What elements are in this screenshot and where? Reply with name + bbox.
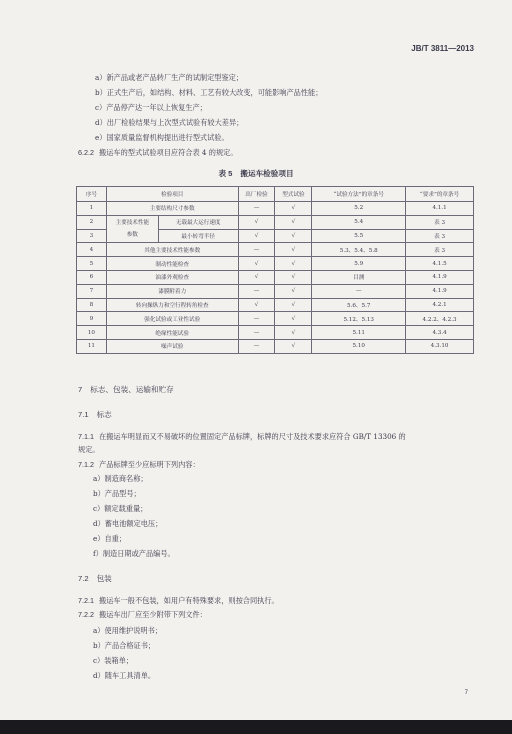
- cell-factory: —: [238, 284, 275, 298]
- cell-type: √: [275, 215, 312, 229]
- column-header: 型式试验: [275, 187, 312, 202]
- section-heading-7-1: [78, 409, 112, 420]
- table-row: [77, 326, 474, 340]
- cell-item: 无载最大运行速度: [158, 215, 238, 229]
- cell-no: 2: [77, 215, 107, 229]
- cell-item: 绝缘性能试验: [106, 326, 238, 340]
- cell-no: 9: [77, 312, 107, 326]
- list-text: 随车工具清单。: [104, 671, 156, 680]
- table-row: [77, 215, 474, 229]
- scan-edge: [0, 720, 512, 734]
- list-mark: d）: [95, 118, 107, 127]
- section-heading-7: [78, 384, 174, 395]
- section-number: 7: [78, 385, 83, 394]
- clause-number: 7.1.2: [78, 460, 94, 469]
- section-title: 包装: [96, 574, 112, 583]
- column-header: 出厂检验: [238, 187, 275, 202]
- cell-method: 5.4: [312, 215, 406, 229]
- list-text: 国家质量监督机构提出进行型式试验。: [106, 133, 229, 142]
- cell-item: 噪声试验: [106, 339, 238, 353]
- cell-type: √: [275, 270, 312, 284]
- cell-method: —: [312, 284, 406, 298]
- list-text: 额定载重量；: [104, 504, 148, 513]
- inspection-items-table: [76, 186, 474, 354]
- cell-type: √: [275, 257, 312, 271]
- cell-type: √: [275, 298, 312, 312]
- table-row: [77, 284, 474, 298]
- section-number: 7.2: [78, 574, 89, 583]
- column-header: “要求”的章条号: [406, 187, 474, 202]
- cell-method: 5.9: [312, 257, 406, 271]
- list-item: [93, 519, 162, 529]
- cell-factory: √: [238, 257, 275, 271]
- cell-method: 目测: [312, 270, 406, 284]
- cell-factory: √: [238, 298, 275, 312]
- list-item: [93, 641, 155, 651]
- column-header: 序号: [77, 187, 107, 202]
- list-text: 装箱单；: [104, 656, 133, 665]
- table-row: [77, 339, 474, 353]
- list-mark: c）: [95, 103, 107, 112]
- clause-6-2-2: [78, 148, 238, 158]
- list-mark: f）: [93, 549, 103, 558]
- list-text: 蓄电池额定电压；: [104, 519, 163, 528]
- cell-method: 5.10: [312, 339, 406, 353]
- cell-type: √: [275, 202, 312, 216]
- clause-text: 产品标牌至少应标明下列内容：: [99, 460, 200, 469]
- cell-req: 表 3: [406, 243, 474, 257]
- table-row: [77, 243, 474, 257]
- table-title: [0, 168, 512, 179]
- cell-type: √: [275, 229, 312, 243]
- list-item: [95, 118, 243, 128]
- list-mark: d）: [93, 519, 105, 528]
- clause-continuation: 规定。: [78, 445, 100, 454]
- cell-method: 5.12、5.13: [312, 312, 406, 326]
- cell-req: 4.1.9: [406, 270, 474, 284]
- column-header: “试验方法”的章条号: [312, 187, 406, 202]
- list-text: 出厂检验结果与上次型式试验有较大差异；: [106, 118, 244, 127]
- cell-factory: —: [238, 326, 275, 340]
- clause-7-2-1: [78, 596, 279, 606]
- cell-req: 4.1.1: [406, 202, 474, 216]
- list-mark: a）: [95, 73, 107, 82]
- list-text: 产品停产达一年以上恢复生产；: [106, 103, 207, 112]
- cell-item: 制动性能检查: [106, 257, 238, 271]
- clause-number: 7.1.1: [78, 432, 94, 441]
- cell-no: 5: [77, 257, 107, 271]
- clause-7-1-2: [78, 460, 200, 470]
- cell-req: 表 3: [406, 215, 474, 229]
- cell-no: 11: [77, 339, 107, 353]
- list-text: 正式生产后，如结构、材料、工艺有较大改变，可能影响产品性能；: [106, 88, 323, 97]
- cell-no: 7: [77, 284, 107, 298]
- list-text: 制造商名称；: [104, 474, 148, 483]
- list-text: 产品合格证书；: [104, 641, 156, 650]
- table-row: [77, 312, 474, 326]
- clause-number: 7.2.1: [78, 596, 94, 605]
- cell-no: 3: [77, 229, 107, 243]
- cell-factory: —: [238, 243, 275, 257]
- clause-number: 7.2.2: [78, 610, 94, 619]
- cell-no: 8: [77, 298, 107, 312]
- cell-item: 转向操纵力和空行程转角检查: [106, 298, 238, 312]
- cell-item: 最小转弯半径: [158, 229, 238, 243]
- list-mark: e）: [93, 534, 105, 543]
- section-title: 标志、包装、运输和贮存: [90, 385, 174, 394]
- cell-method: 5.2: [312, 202, 406, 216]
- cell-method: 5.3、5.4、5.8: [312, 243, 406, 257]
- list-mark: c）: [93, 504, 105, 513]
- cell-req: 4.3.10: [406, 339, 474, 353]
- list-mark: b）: [93, 489, 105, 498]
- list-mark: a）: [93, 626, 105, 635]
- table-row: [77, 202, 474, 216]
- cell-type: √: [275, 284, 312, 298]
- section-number: 7.1: [78, 410, 89, 419]
- list-text: 自重；: [104, 534, 127, 543]
- cell-item: 其他主要技术性能参数: [106, 243, 238, 257]
- list-mark: a）: [93, 474, 105, 483]
- list-item: [95, 73, 243, 83]
- cell-no: 10: [77, 326, 107, 340]
- list-item: [93, 656, 133, 666]
- clause-text: 在搬运车明显而又不易破坏的位置固定产品标牌，标牌的尺寸及技术要求应符合 GB/T 13306 的: [99, 432, 406, 441]
- cell-no: 6: [77, 270, 107, 284]
- clause-7-2-2: [78, 610, 207, 620]
- cell-factory: —: [238, 339, 275, 353]
- cell-req: 4.1.9: [406, 284, 474, 298]
- table-title-text: 搬运车检验项目: [240, 169, 294, 178]
- clause-number: 6.2.2: [78, 148, 94, 157]
- cell-type: √: [275, 243, 312, 257]
- list-item: [93, 626, 162, 636]
- cell-type: √: [275, 339, 312, 353]
- list-mark: d）: [93, 671, 105, 680]
- cell-item: 油漆外观检查: [106, 270, 238, 284]
- cell-method: 5.6、5.7: [312, 298, 406, 312]
- table-header-row: [77, 187, 474, 202]
- list-item: [93, 489, 141, 499]
- cell-no: 4: [77, 243, 107, 257]
- list-item: [93, 474, 148, 484]
- section-title: 标志: [96, 410, 112, 419]
- table-row: [77, 298, 474, 312]
- list-item: [95, 103, 207, 113]
- list-item: [95, 133, 229, 143]
- clause-text: 搬运车出厂应至少附带下列文件：: [99, 610, 207, 619]
- standard-code: JB/T 3811—2013: [411, 44, 474, 53]
- list-mark: e）: [95, 133, 107, 142]
- list-text: 制造日期或产品编号。: [102, 549, 175, 558]
- cell-factory: √: [238, 215, 275, 229]
- cell-item: 强化试验或工业性试验: [106, 312, 238, 326]
- list-mark: b）: [95, 88, 107, 97]
- cell-group: 主要技术性能参数: [106, 215, 158, 243]
- page-number: 7: [464, 690, 468, 696]
- list-item: [93, 671, 155, 681]
- list-item: [95, 88, 322, 98]
- list-text: 使用维护说明书；: [104, 626, 162, 635]
- cell-req: 4.2.1: [406, 298, 474, 312]
- cell-item: 主要结构尺寸参数: [106, 202, 238, 216]
- cell-req: 表 3: [406, 229, 474, 243]
- cell-factory: √: [238, 270, 275, 284]
- cell-type: √: [275, 312, 312, 326]
- table-row: [77, 270, 474, 284]
- clause-text: 搬运车的型式试验项目应符合表 4 的规定。: [99, 148, 238, 157]
- cell-req: 4.2.2、4.2.3: [406, 312, 474, 326]
- cell-req: 4.3.4: [406, 326, 474, 340]
- column-header: 检验项目: [106, 187, 238, 202]
- cell-factory: √: [238, 229, 275, 243]
- clause-text: 搬运车一般不包装，如用户有特殊要求，则按合同执行。: [99, 596, 279, 605]
- list-item: [93, 549, 175, 559]
- cell-type: √: [275, 326, 312, 340]
- section-heading-7-2: [78, 573, 112, 584]
- cell-factory: —: [238, 312, 275, 326]
- cell-item: 漆膜附着力: [106, 284, 238, 298]
- list-item: [93, 534, 126, 544]
- list-text: 新产品或老产品转厂生产的试制定型鉴定；: [106, 73, 244, 82]
- table-row: [77, 257, 474, 271]
- list-text: 产品型号；: [104, 489, 141, 498]
- list-mark: b）: [93, 641, 105, 650]
- list-mark: c）: [93, 656, 105, 665]
- cell-method: 5.5: [312, 229, 406, 243]
- table-label: 表 5: [218, 169, 233, 178]
- cell-no: 1: [77, 202, 107, 216]
- cell-method: 5.11: [312, 326, 406, 340]
- list-item: [93, 504, 147, 514]
- cell-factory: —: [238, 202, 275, 216]
- cell-req: 4.1.5: [406, 257, 474, 271]
- clause-7-1-1: [78, 432, 406, 442]
